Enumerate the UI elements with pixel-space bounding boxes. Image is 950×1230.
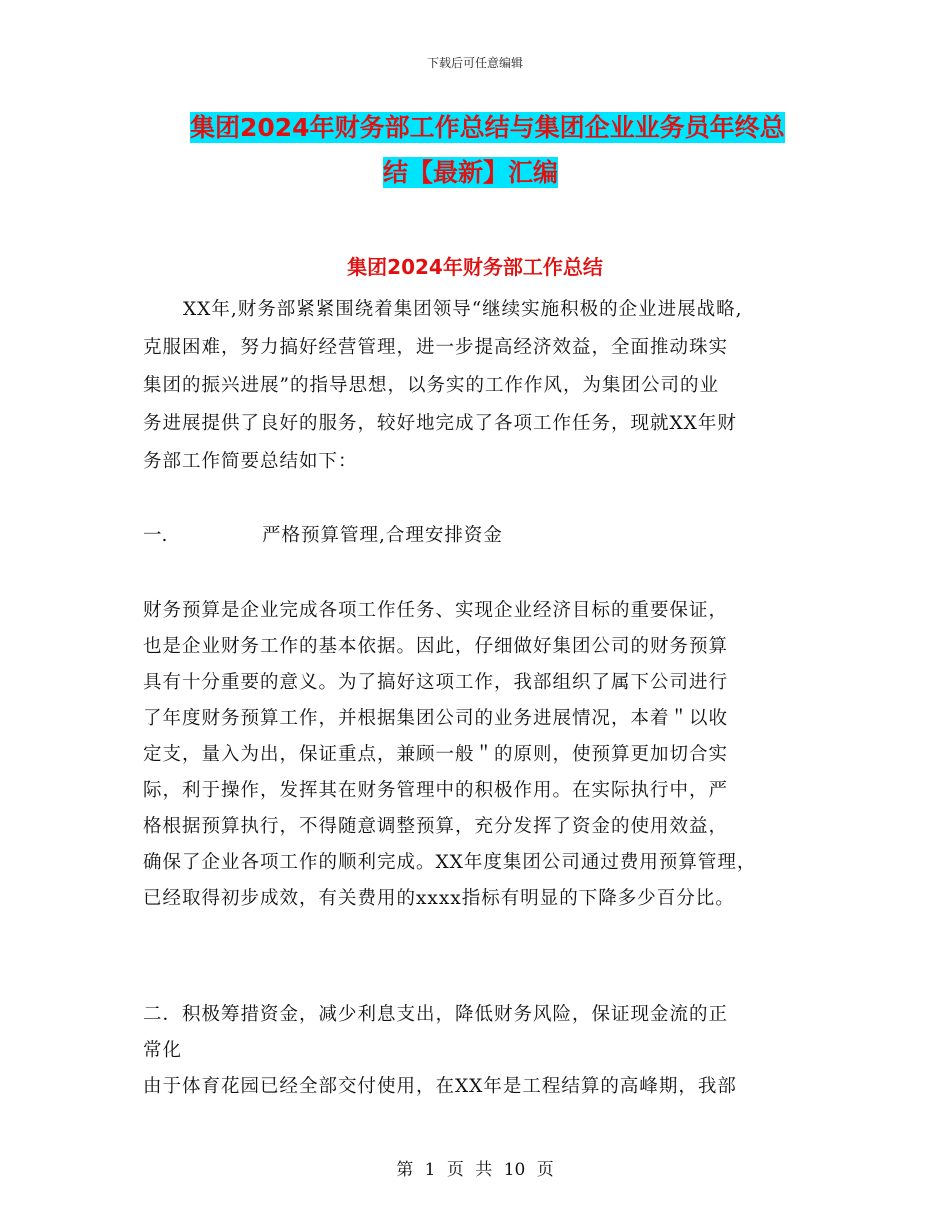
paragraph-1-line: 也是企业财务工作的基本依据。因此，仔细做好集团公司的财务预算 bbox=[143, 636, 729, 657]
heading-2-line: 二．积极筹措资金，减少利息支出，降低财务风险，保证现金流的正 bbox=[143, 1004, 729, 1025]
page-header-note: 下载后可任意编辑 bbox=[426, 56, 523, 70]
paragraph-1-line: 定支，量入为出，保证重点，兼顾一般＂的原则，使预算更加切合实 bbox=[143, 744, 729, 765]
intro-line: 克服困难，努力搞好经营管理，进一步提高经济效益，全面推动珠实 bbox=[143, 337, 729, 358]
page-footer: 第 1 页 共 10 页 bbox=[396, 1160, 554, 1180]
intro-line: 集团的振兴进展”的指导思想，以务实的工作作风，为集团公司的业 bbox=[143, 375, 719, 396]
paragraph-1-line: 已经取得初步成效，有关费用的xxxx指标有明显的下降多少百分比。 bbox=[143, 888, 735, 909]
paragraph-1-line: 了年度财务预算工作，并根据集团公司的业务进展情况，本着＂以收 bbox=[143, 708, 729, 729]
paragraph-2-line: 由于体育花园已经全部交付使用，在XX年是工程结算的高峰期，我部 bbox=[143, 1076, 737, 1097]
paragraph-1-line: 财务预算是企业完成各项工作任务、实现企业经济目标的重要保证， bbox=[143, 600, 729, 621]
section-title: 集团2024年财务部工作总结 bbox=[347, 255, 603, 279]
intro-line: 务部工作简要总结如下： bbox=[143, 451, 358, 472]
document-title-line-2: 结【最新】汇编 bbox=[383, 158, 559, 187]
heading-1-number: 一. bbox=[143, 525, 168, 546]
paragraph-1-line: 具有十分重要的意义。为了搞好这项工作，我部组织了属下公司进行 bbox=[143, 672, 729, 693]
document-title-line-1: 集团2024年财务部工作总结与集团企业业务员年终总 bbox=[190, 113, 785, 142]
intro-line: 务进展提供了良好的服务，较好地完成了各项工作任务，现就XX年财 bbox=[143, 413, 737, 434]
paragraph-1-line: 际，利于操作，发挥其在财务管理中的积极作用。在实际执行中，严 bbox=[143, 780, 729, 801]
intro-line: XX年,财务部紧紧围绕着集团领导“继续实施积极的企业进展战略, bbox=[183, 299, 743, 320]
heading-2-line: 常化 bbox=[143, 1040, 183, 1061]
paragraph-1-line: 确保了企业各项工作的顺利完成。XX年度集团公司通过费用预算管理， bbox=[143, 852, 757, 873]
paragraph-1-line: 格根据预算执行，不得随意调整预算，充分发挥了资金的使用效益， bbox=[143, 816, 729, 837]
heading-1-text: 严格预算管理,合理安排资金 bbox=[262, 525, 503, 546]
